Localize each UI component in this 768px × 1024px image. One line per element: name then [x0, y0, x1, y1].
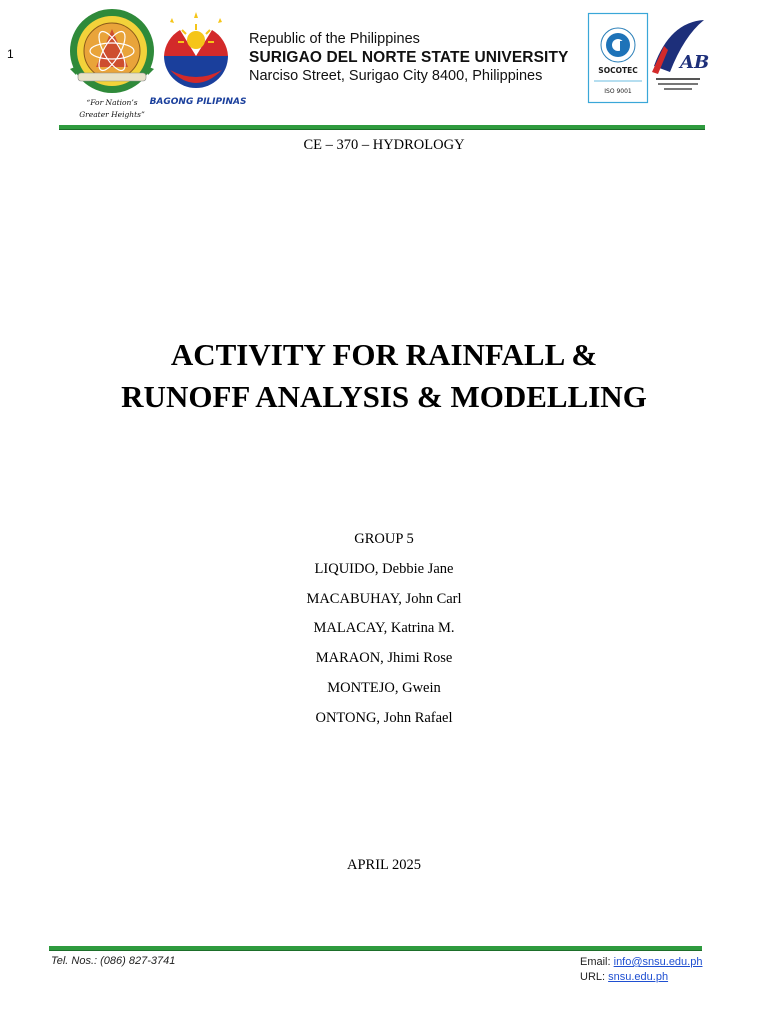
email-link[interactable]: info@snsu.edu.ph: [613, 956, 703, 968]
group-members-block: [0, 530, 768, 739]
header-university: SURIGAO DEL NORTE STATE UNIVERSITY: [249, 49, 569, 66]
socotec-certification-logo: [588, 13, 648, 103]
footer-email-row: [580, 955, 702, 970]
bagong-pilipinas-label: BAGONG PILIPINAS: [149, 97, 247, 107]
pab-label: AB: [680, 52, 710, 73]
email-label: Email:: [580, 956, 614, 968]
snsu-motto-line2: Greater Heights”: [79, 110, 145, 119]
member-name: ONTONG, John Rafael: [315, 709, 453, 726]
website-link[interactable]: snsu.edu.ph: [608, 971, 669, 983]
url-label: URL:: [580, 971, 609, 983]
member-name: MARAON, Jhimi Rose: [315, 650, 453, 667]
bagong-pilipinas-logo: [150, 10, 250, 110]
footer-url-row: [580, 970, 702, 985]
footer-telephone: Tel. Nos.: (086) 827-3741: [51, 955, 176, 967]
group-name: GROUP 5: [354, 531, 414, 547]
member-name: MONTEJO, Gwein: [327, 679, 441, 696]
document-title: [0, 334, 768, 418]
header-republic: Republic of the Philippines: [249, 31, 420, 47]
page-number: 1: [7, 47, 14, 61]
header-address: Narciso Street, Surigao City 8400, Philippines: [249, 68, 543, 84]
header-divider: [59, 125, 705, 130]
footer-contact: [580, 955, 702, 985]
socotec-label: SOCOTEC: [598, 66, 638, 75]
member-name: LIQUIDO, Debbie Jane: [314, 560, 454, 577]
institution-header: [249, 30, 568, 85]
footer-divider: [49, 946, 702, 951]
submission-date: APRIL 2025: [347, 857, 421, 873]
pab-accreditation-logo: [650, 16, 710, 98]
course-code: CE – 370 – HYDROLOGY: [303, 137, 465, 153]
socotec-iso: ISO 9001: [604, 88, 632, 95]
snsu-seal-logo: [66, 7, 158, 123]
member-name: MALACAY, Katrina M.: [313, 620, 455, 637]
member-name: MACABUHAY, John Carl: [306, 590, 462, 607]
title-line-1: ACTIVITY FOR RAINFALL &: [170, 337, 598, 372]
title-line-2: RUNOFF ANALYSIS & MODELLING: [121, 379, 647, 414]
snsu-motto-line1: “For Nation’s: [86, 98, 138, 107]
